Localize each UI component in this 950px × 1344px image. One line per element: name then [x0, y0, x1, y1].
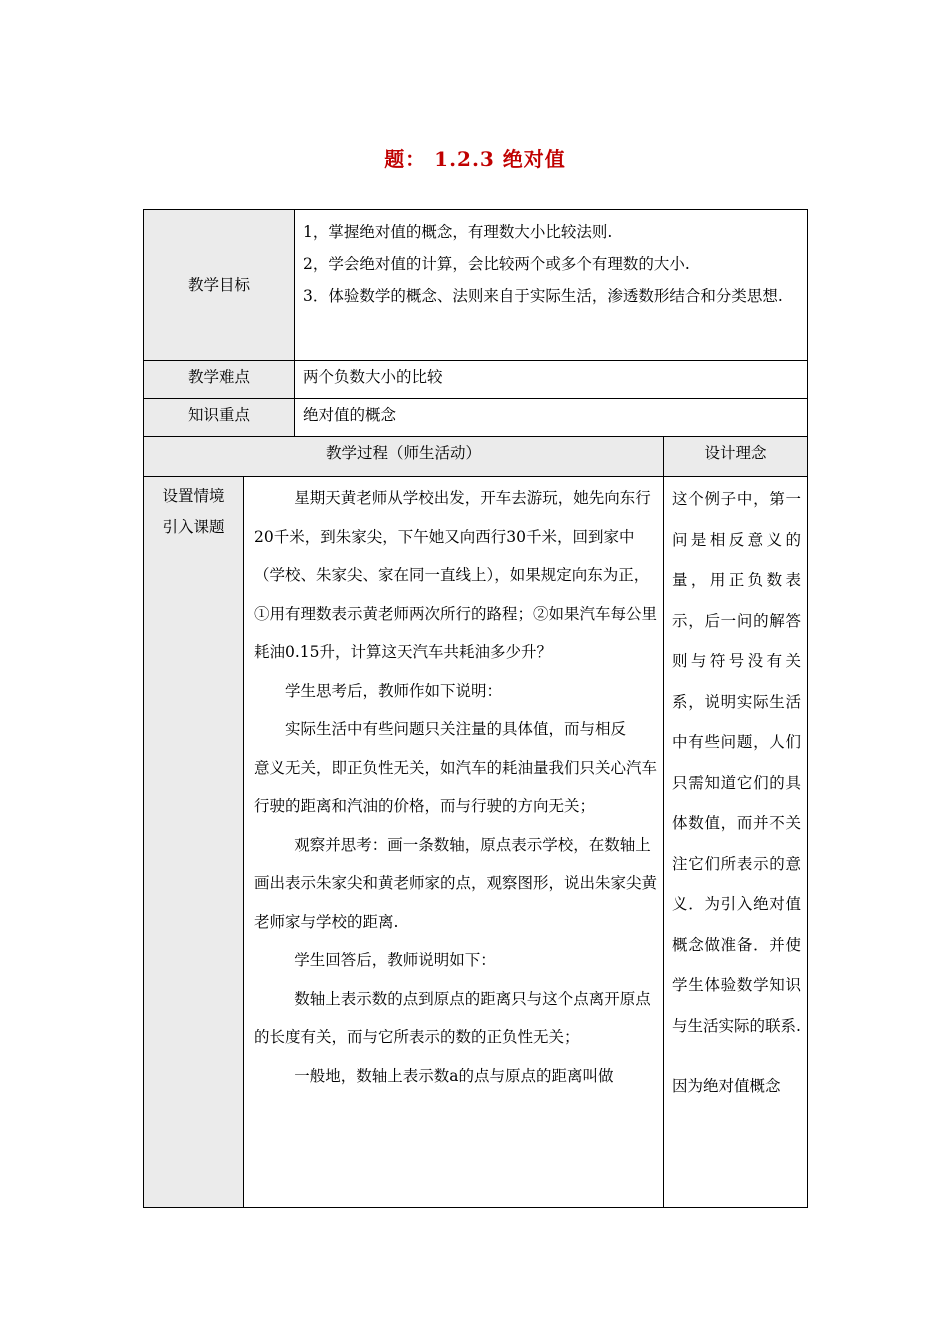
process-paragraph: 实际生活中有些问题只关注量的具体值，而与相反: [285, 720, 627, 738]
difficulty-row: [144, 361, 808, 399]
lesson-plan-table: [143, 209, 808, 1208]
process-header-row: [144, 437, 808, 477]
design-idea-paragraph: 因为绝对值概念: [672, 1077, 781, 1095]
process-paragraph: 学生回答后，教师说明如下：: [294, 951, 496, 969]
process-paragraph: 一般地，数轴上表示数a的点与原点的距离叫做: [294, 1066, 614, 1085]
process-paragraph: 数轴上表示数的点到原点的距离只与这个点离开原点的长度有关，而与它所表示的数的正负性无关；: [254, 989, 651, 1046]
goals-content: [295, 210, 808, 361]
key-point-value: 绝对值的概念: [295, 399, 808, 437]
section-label: [144, 477, 244, 1208]
difficulty-label: 教学难点: [144, 361, 295, 399]
design-idea-content: [664, 477, 808, 1208]
goal-item: 3．体验数学的概念、法则来自于实际生活，渗透数形结合和分类思想.: [303, 287, 783, 305]
section-label-line: 引入课题: [162, 518, 225, 536]
goal-item: 1，掌握绝对值的概念，有理数大小比较法则.: [303, 223, 613, 241]
page-title: 题： 1.2.3 绝对值: [384, 147, 566, 171]
design-idea-header: 设计理念: [664, 437, 808, 477]
design-idea-paragraph: 这个例子中，第一问是相反意义的量，用正负数表示，后一问的解答则与符号没有关系，说明实际生活中有些问题，人们只需知道它们的具体数值，而并不关注它们所表示的意义．为引入绝对值概念做准备．并使学生体验数学知识与生活实际的联系.: [672, 490, 802, 1035]
process-paragraph: 意义无关，即正负性无关，如汽车的耗油量我们只关心汽车行驶的距离和汽油的价格，而与行驶的方向无关；: [254, 758, 658, 815]
process-content: [244, 477, 664, 1208]
goals-row: [144, 210, 808, 361]
difficulty-value: 两个负数大小的比较: [295, 361, 808, 399]
process-paragraph: 观察并思考：画一条数轴，原点表示学校，在数轴上画出表示朱家尖和黄老师家的点，观察图形，说出朱家尖黄老师家与学校的距离.: [254, 835, 658, 931]
section-row: [144, 477, 808, 1208]
process-header: 教学过程（师生活动）: [144, 437, 664, 477]
section-label-line: 设置情境: [162, 487, 225, 505]
process-paragraph: 星期天黄老师从学校出发，开车去游玩，她先向东行20千米，到朱家尖，下午她又向西行30千米，回到家中（学校、朱家尖、家在同一直线上），如果规定向东为正，①用有理数表示黄老师两次所行的路程；②如果汽车每公里耗油0.15升，计算这天汽车共耗油多少升？: [254, 489, 658, 661]
key-point-row: [144, 399, 808, 437]
goal-item: 2，学会绝对值的计算，会比较两个或多个有理数的大小.: [303, 255, 690, 273]
key-point-label: 知识重点: [144, 399, 295, 437]
goals-label: 教学目标: [144, 210, 295, 361]
process-paragraph: 学生思考后，教师作如下说明：: [285, 681, 503, 700]
